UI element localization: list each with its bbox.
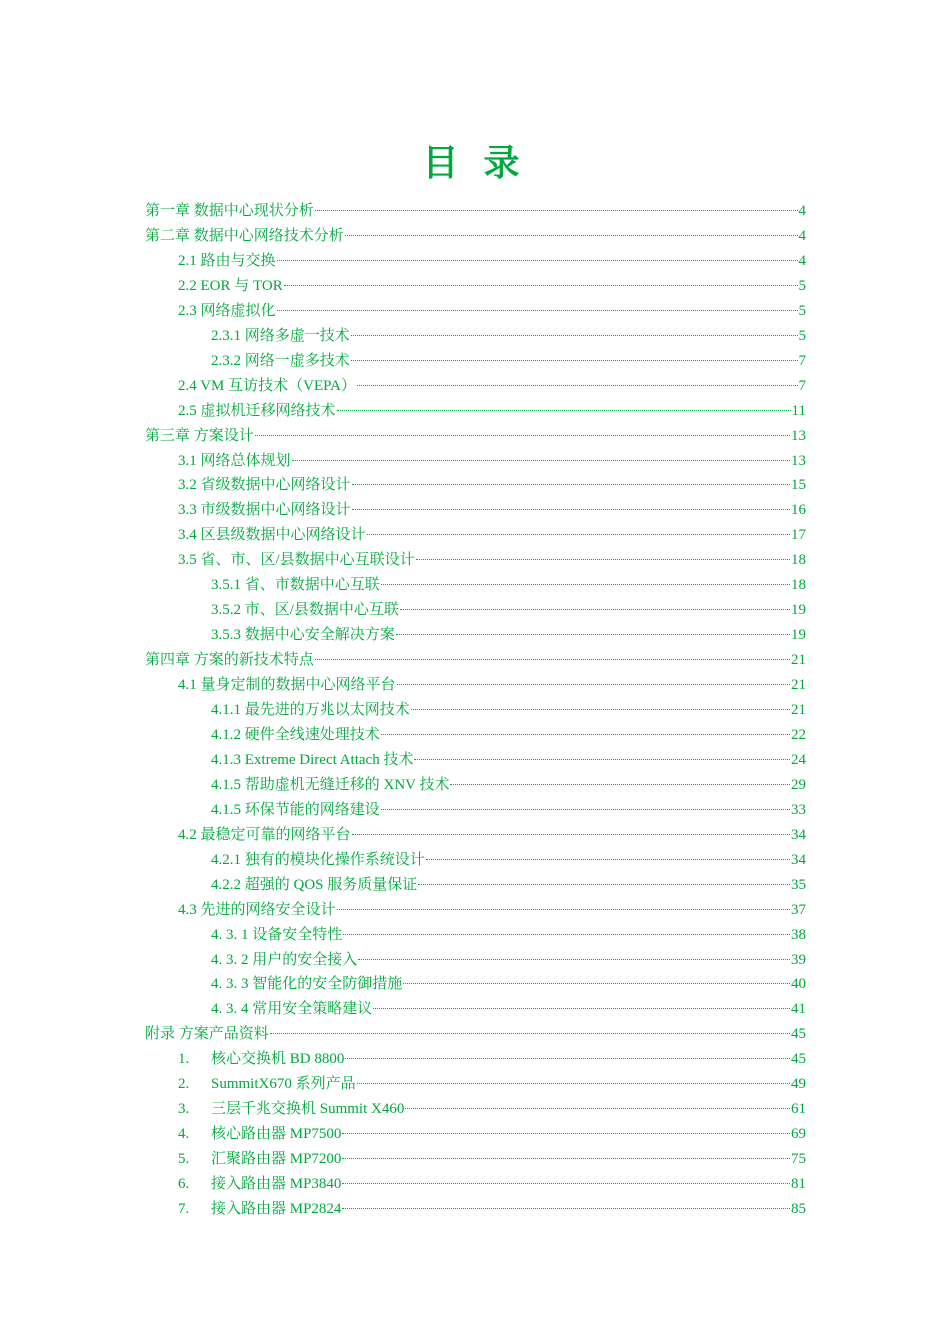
toc-entry[interactable] [0,848,806,873]
toc-entry[interactable] [0,823,806,848]
toc-entry-page-number: 35 [791,876,806,893]
toc-entry-label: 4.3 先进的网络安全设计 [178,901,336,918]
toc-entry-page-number: 18 [791,577,806,594]
toc-entry-number: 1. [178,1051,190,1068]
toc-entry[interactable] [0,274,806,299]
toc-entry-label: 第二章 数据中心网络技术分析 [145,227,344,244]
toc-dot-leader [403,983,790,984]
toc-entry-page-number: 40 [791,976,806,993]
toc-dot-leader [381,809,790,810]
toc-dot-leader [342,1133,790,1134]
toc-entry-page-number: 33 [791,801,806,818]
toc-entry-page-number: 22 [791,726,806,743]
toc-entry[interactable] [0,923,806,948]
toc-entry-label: 2.3 网络虚拟化 [178,302,276,319]
toc-entry[interactable] [0,449,806,474]
toc-entry-page-number: 34 [791,826,806,843]
toc-dot-leader [292,460,790,461]
toc-dot-leader [342,1208,790,1209]
toc-entry[interactable] [0,1122,806,1147]
toc-dot-leader [255,435,790,436]
toc-entry[interactable] [0,399,806,424]
toc-dot-leader [277,260,798,261]
toc-entry[interactable] [0,1097,806,1122]
toc-dot-leader [418,884,790,885]
toc-dot-leader [416,559,790,560]
toc-entry-number: 3. [178,1101,190,1118]
toc-dot-leader [450,784,790,785]
toc-entry-label: 第一章 数据中心现状分析 [145,203,314,219]
toc-entry-page-number: 4 [798,227,806,244]
toc-entry-label: 2.1 路由与交换 [178,252,276,269]
toc-entry-label: 接入路由器 MP3840 [211,1176,342,1193]
toc-dot-leader [414,759,790,760]
toc-entry-label: 3.3 市级数据中心网络设计 [178,502,351,519]
toc-dot-leader [343,934,790,935]
toc-entry-page-number: 11 [791,402,806,419]
toc-entry[interactable] [0,349,806,374]
toc-entry-page-number: 49 [791,1076,806,1093]
toc-entry-page-number: 24 [791,751,806,768]
toc-entry[interactable] [0,748,806,773]
toc-entry-page-number: 5 [798,302,806,319]
toc-entry-page-number: 21 [791,702,806,718]
toc-dot-leader [352,834,790,835]
toc-entry-page-number: 7 [798,352,806,369]
toc-entry-page-number: 19 [791,627,806,644]
toc-entry-page-number: 29 [791,776,806,793]
toc-entry-label: 2.5 虚拟机迁移网络技术 [178,402,336,419]
toc-entry[interactable] [0,473,806,498]
toc-entry-page-number: 17 [791,527,806,544]
toc-entry-number: 5. [178,1151,190,1168]
toc-dot-leader [397,684,790,685]
toc-dot-leader [357,385,798,386]
toc-entry[interactable] [0,948,806,973]
toc-entry[interactable] [0,873,806,898]
toc-dot-leader [411,709,790,710]
toc-dot-leader [284,285,798,286]
toc-entry-number: 4. [178,1126,190,1143]
toc-entry-label: 3.5 省、市、区/县数据中心互联设计 [178,552,415,569]
toc-entry[interactable] [0,698,806,723]
toc-dot-leader [352,484,790,485]
page-title: 目 录 [422,143,528,183]
toc-entry-label: 4.2.2 超强的 QOS 服务质量保证 [211,876,418,893]
toc-entry[interactable] [0,997,806,1022]
toc-entry[interactable] [0,673,806,698]
toc-entry-label: 核心路由器 MP7500 [211,1126,342,1143]
toc-entry-number: 7. [178,1201,190,1217]
toc-entry-page-number: 61 [791,1101,806,1118]
toc-entry[interactable] [0,1022,806,1047]
toc-entry[interactable] [0,723,806,748]
toc-dot-leader [426,859,790,860]
toc-entry-label: 4. 3. 4 常用安全策略建议 [211,1001,373,1018]
toc-entry-label: 3.2 省级数据中心网络设计 [178,477,351,494]
toc-entry-label: 2.4 VM 互访技术（VEPA） [178,377,356,394]
toc-entry-page-number: 19 [791,602,806,619]
toc-entry-label: 第四章 方案的新技术特点 [145,652,314,669]
toc-entry-number: 6. [178,1176,190,1193]
toc-entry[interactable] [0,648,806,673]
toc-dot-leader [315,659,790,660]
toc-entry[interactable] [0,374,806,399]
toc-entry[interactable] [0,798,806,823]
toc-entry-label: 核心交换机 BD 8800 [211,1051,345,1068]
toc-entry[interactable] [0,623,806,648]
toc-entry-label: 4.1.2 硬件全线速处理技术 [211,726,380,743]
toc-entry-label: 2.3.2 网络一虚多技术 [211,352,350,369]
toc-entry-label: 4. 3. 2 用户的安全接入 [211,951,358,968]
toc-dot-leader [277,310,798,311]
toc-dot-leader [357,1083,790,1084]
toc-entry-page-number: 5 [798,277,806,294]
toc-dot-leader [337,410,791,411]
toc-entry-page-number: 39 [791,951,806,968]
toc-entry[interactable] [0,773,806,798]
toc-dot-leader [381,734,790,735]
toc-entry-page-number: 4 [798,203,806,219]
toc-entry-page-number: 75 [791,1151,806,1168]
toc-entry-label: 第三章 方案设计 [145,427,254,444]
toc-dot-leader [367,534,790,535]
toc-entry-label: 4.1 量身定制的数据中心网络平台 [178,677,396,694]
toc-dot-leader [400,609,790,610]
toc-dot-leader [342,1183,790,1184]
toc-entry-page-number: 5 [798,327,806,344]
toc-entry-page-number: 15 [791,477,806,494]
toc-entry-label: 4. 3. 1 设备安全特性 [211,926,343,943]
toc-dot-leader [352,509,790,510]
toc-dot-leader [345,235,798,236]
toc-entry-page-number: 81 [791,1176,806,1193]
toc-entry-label: 4.1.1 最先进的万兆以太网技术 [211,702,410,718]
toc-entry-label: 3.1 网络总体规划 [178,452,291,469]
toc-entry-label: 附录 方案产品资料 [145,1026,269,1043]
toc-dot-leader [396,634,790,635]
toc-entry-page-number: 4 [798,252,806,269]
toc-entry-page-number: 69 [791,1126,806,1143]
toc-entry[interactable] [0,972,806,997]
toc-entry-label: 4. 3. 3 智能化的安全防御措施 [211,976,403,993]
toc-entry-page-number: 85 [791,1201,806,1217]
toc-entry-page-number: 34 [791,851,806,868]
toc-entry-label: 汇聚路由器 MP7200 [211,1151,342,1168]
toc-entry-page-number: 21 [791,677,806,694]
toc-entry[interactable] [0,199,806,224]
toc-dot-leader [270,1033,790,1034]
toc-entry-page-number: 18 [791,552,806,569]
toc-entry[interactable] [0,424,806,449]
toc-entry-page-number: 37 [791,901,806,918]
toc-dot-leader [373,1008,790,1009]
toc-dot-leader [358,959,790,960]
toc-entry[interactable] [0,498,806,523]
toc-entry-page-number: 45 [791,1051,806,1068]
toc-entry[interactable] [0,1047,806,1072]
toc-dot-leader [405,1108,790,1109]
toc-entry-label: SummitX670 系列产品 [211,1076,356,1093]
toc-entry[interactable] [0,224,806,249]
toc-entry[interactable] [0,898,806,923]
toc-dot-leader [381,584,790,585]
toc-entry-label: 3.4 区县级数据中心网络设计 [178,527,366,544]
toc-entry-label: 4.1.3 Extreme Direct Attach 技术 [211,751,414,768]
toc-entry-label: 4.2.1 独有的模块化操作系统设计 [211,851,425,868]
toc-dot-leader [342,1158,790,1159]
toc-entry[interactable] [0,1072,806,1097]
toc-entry[interactable] [0,299,806,324]
toc-entry-label: 接入路由器 MP2824 [211,1201,342,1217]
toc-entry-page-number: 45 [791,1026,806,1043]
toc-entry[interactable] [0,598,806,623]
toc-entry-label: 3.5.2 市、区/县数据中心互联 [211,602,399,619]
toc-entry-page-number: 38 [791,926,806,943]
toc-entry-label: 3.5.3 数据中心安全解决方案 [211,627,395,644]
toc-dot-leader [351,335,798,336]
toc-entry-page-number: 16 [791,502,806,519]
toc-entry-page-number: 13 [791,427,806,444]
toc-entry[interactable] [0,1147,806,1172]
toc-entry-label: 4.2 最稳定可靠的网络平台 [178,826,351,843]
toc-entry-page-number: 7 [798,377,806,394]
toc-entry[interactable] [0,1172,806,1197]
toc-entry[interactable] [0,1197,806,1222]
toc-entry-label: 3.5.1 省、市数据中心互联 [211,577,380,594]
toc-entry[interactable] [0,324,806,349]
toc-entry[interactable] [0,548,806,573]
toc-entry-page-number: 13 [791,452,806,469]
toc-entry[interactable] [0,249,806,274]
toc-dot-leader [351,360,798,361]
toc-entry-number: 2. [178,1076,190,1093]
toc-dot-leader [345,1058,790,1059]
toc-dot-leader [337,909,790,910]
toc-dot-leader [315,210,798,211]
toc-entry-label: 4.1.5 环保节能的网络建设 [211,801,380,818]
toc-entry-page-number: 41 [791,1001,806,1018]
toc-entry[interactable] [0,523,806,548]
toc-entry-label: 2.2 EOR 与 TOR [178,277,283,294]
toc-entry-label: 4.1.5 帮助虚机无缝迁移的 XNV 技术 [211,776,450,793]
toc-entry-page-number: 21 [791,652,806,669]
toc-entry[interactable] [0,573,806,598]
toc-entry-label: 三层千兆交换机 Summit X460 [211,1101,405,1118]
toc-entry-label: 2.3.1 网络多虚一技术 [211,327,350,344]
